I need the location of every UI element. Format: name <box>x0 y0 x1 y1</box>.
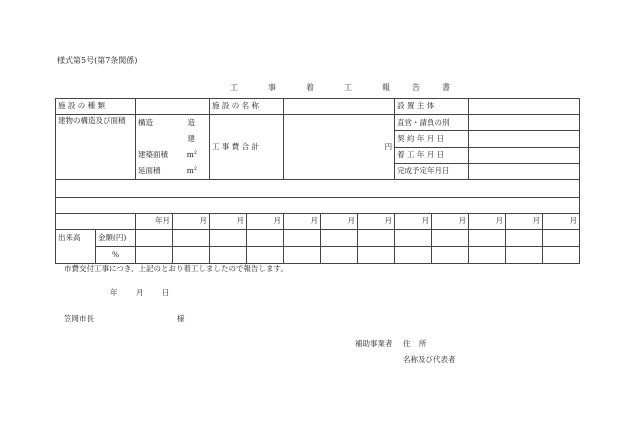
title-char: 着 <box>306 83 315 92</box>
contract-type-field[interactable] <box>469 115 580 131</box>
addressee: 笠岡市長 <box>64 314 94 323</box>
month-header: 月 <box>173 214 210 230</box>
title-char: 報 <box>382 83 391 92</box>
months-row <box>56 214 580 230</box>
percent-cell[interactable] <box>173 247 210 264</box>
title-char: 工 <box>344 83 353 92</box>
percent-cell[interactable] <box>247 247 284 264</box>
blank-row[interactable] <box>56 198 580 214</box>
progress-label: 出来高 <box>56 230 96 264</box>
report-date <box>110 289 170 297</box>
percent-label: % <box>96 247 136 264</box>
amount-cell[interactable] <box>247 230 284 247</box>
facility-type-field[interactable] <box>136 99 210 115</box>
percent-cell[interactable] <box>432 247 469 264</box>
contract-date-field[interactable] <box>469 131 580 147</box>
month-header: 月 <box>358 214 395 230</box>
percent-cell[interactable] <box>321 247 358 264</box>
month-header: 月 <box>247 214 284 230</box>
building-structure-label: 建物の構造及び面積 <box>56 115 136 180</box>
area-unit: $m^2$ <box>186 166 198 175</box>
contract-date-label: 契 約 年 月 日 <box>395 131 469 147</box>
progress-amount-row <box>56 230 580 247</box>
amount-cell[interactable] <box>543 230 580 247</box>
month-header: 月 <box>543 214 580 230</box>
month-header: 月 <box>395 214 432 230</box>
report-table <box>55 98 580 264</box>
year-label: 年 <box>110 288 118 297</box>
completion-date-field[interactable] <box>469 163 580 179</box>
amount-cell[interactable] <box>284 230 321 247</box>
document-title <box>230 84 462 92</box>
completion-date-label: 完成予定年月日 <box>395 163 469 179</box>
title-char: 工 <box>230 83 239 92</box>
amount-cell[interactable] <box>136 230 173 247</box>
amount-cell[interactable] <box>469 230 506 247</box>
month-label: 月 <box>136 288 144 297</box>
total-cost-field[interactable] <box>284 115 395 180</box>
month-header-blank <box>56 214 136 230</box>
amount-cell[interactable] <box>506 230 543 247</box>
facility-name-field[interactable] <box>284 99 395 115</box>
floor-area-label: 延面積 <box>138 166 161 175</box>
month-header: 月 <box>469 214 506 230</box>
blank-row[interactable] <box>56 180 580 198</box>
progress-percent-row <box>56 247 580 264</box>
start-date-label: 着 工 年 月 日 <box>395 147 469 163</box>
facility-name-label: 施 設 の 名 称 <box>210 99 284 115</box>
title-char: 書 <box>442 83 451 92</box>
applicant-address-label: 住 所 <box>403 339 430 348</box>
amount-cell[interactable] <box>432 230 469 247</box>
amount-cell[interactable] <box>321 230 358 247</box>
title-char: 事 <box>268 83 277 92</box>
structure-label: 構造 <box>138 118 154 127</box>
day-label: 日 <box>162 288 170 297</box>
contract-type-label: 直営・請負の別 <box>395 115 469 131</box>
percent-cell[interactable] <box>395 247 432 264</box>
area-unit: $m^2$ <box>186 150 198 159</box>
amount-cell[interactable] <box>210 230 247 247</box>
structure-suffix: 建 <box>187 134 196 143</box>
month-header: 月 <box>284 214 321 230</box>
percent-cell[interactable] <box>506 247 543 264</box>
month-header: 月 <box>210 214 247 230</box>
facility-type-label: 施 設 の 種 類 <box>56 99 136 115</box>
percent-cell[interactable] <box>543 247 580 264</box>
applicant-name-label: 名称及び代表者 <box>403 355 456 364</box>
total-cost-label: 工 事 費 合 計 <box>210 115 284 180</box>
percent-cell[interactable] <box>210 247 247 264</box>
applicant-role: 補助事業者 <box>355 339 393 348</box>
month-header: 月 <box>506 214 543 230</box>
structure-area-cell[interactable] <box>136 115 210 180</box>
amount-cell[interactable] <box>173 230 210 247</box>
notice-text: 市費交付工事につき、上記のとおり着工しましたので報告します。 <box>64 264 288 273</box>
title-char: 告 <box>412 83 421 92</box>
yen-unit: 円 <box>384 141 393 151</box>
amount-cell[interactable] <box>395 230 432 247</box>
percent-cell[interactable] <box>358 247 395 264</box>
operator-label: 設 置 主 体 <box>395 99 469 115</box>
honorific: 様 <box>177 314 185 323</box>
start-date-field[interactable] <box>469 147 580 163</box>
building-area-label: 建築面積 <box>138 150 169 159</box>
month-header: 年月 <box>136 214 173 230</box>
amount-label: 金額(円) <box>96 230 136 247</box>
month-header: 月 <box>321 214 358 230</box>
month-header: 月 <box>432 214 469 230</box>
structure-suffix: 造 <box>187 118 196 127</box>
percent-cell[interactable] <box>284 247 321 264</box>
percent-cell[interactable] <box>136 247 173 264</box>
percent-cell[interactable] <box>469 247 506 264</box>
operator-field[interactable] <box>469 99 580 115</box>
amount-cell[interactable] <box>358 230 395 247</box>
form-number-label: 様式第5号(第7条関係) <box>57 56 138 65</box>
